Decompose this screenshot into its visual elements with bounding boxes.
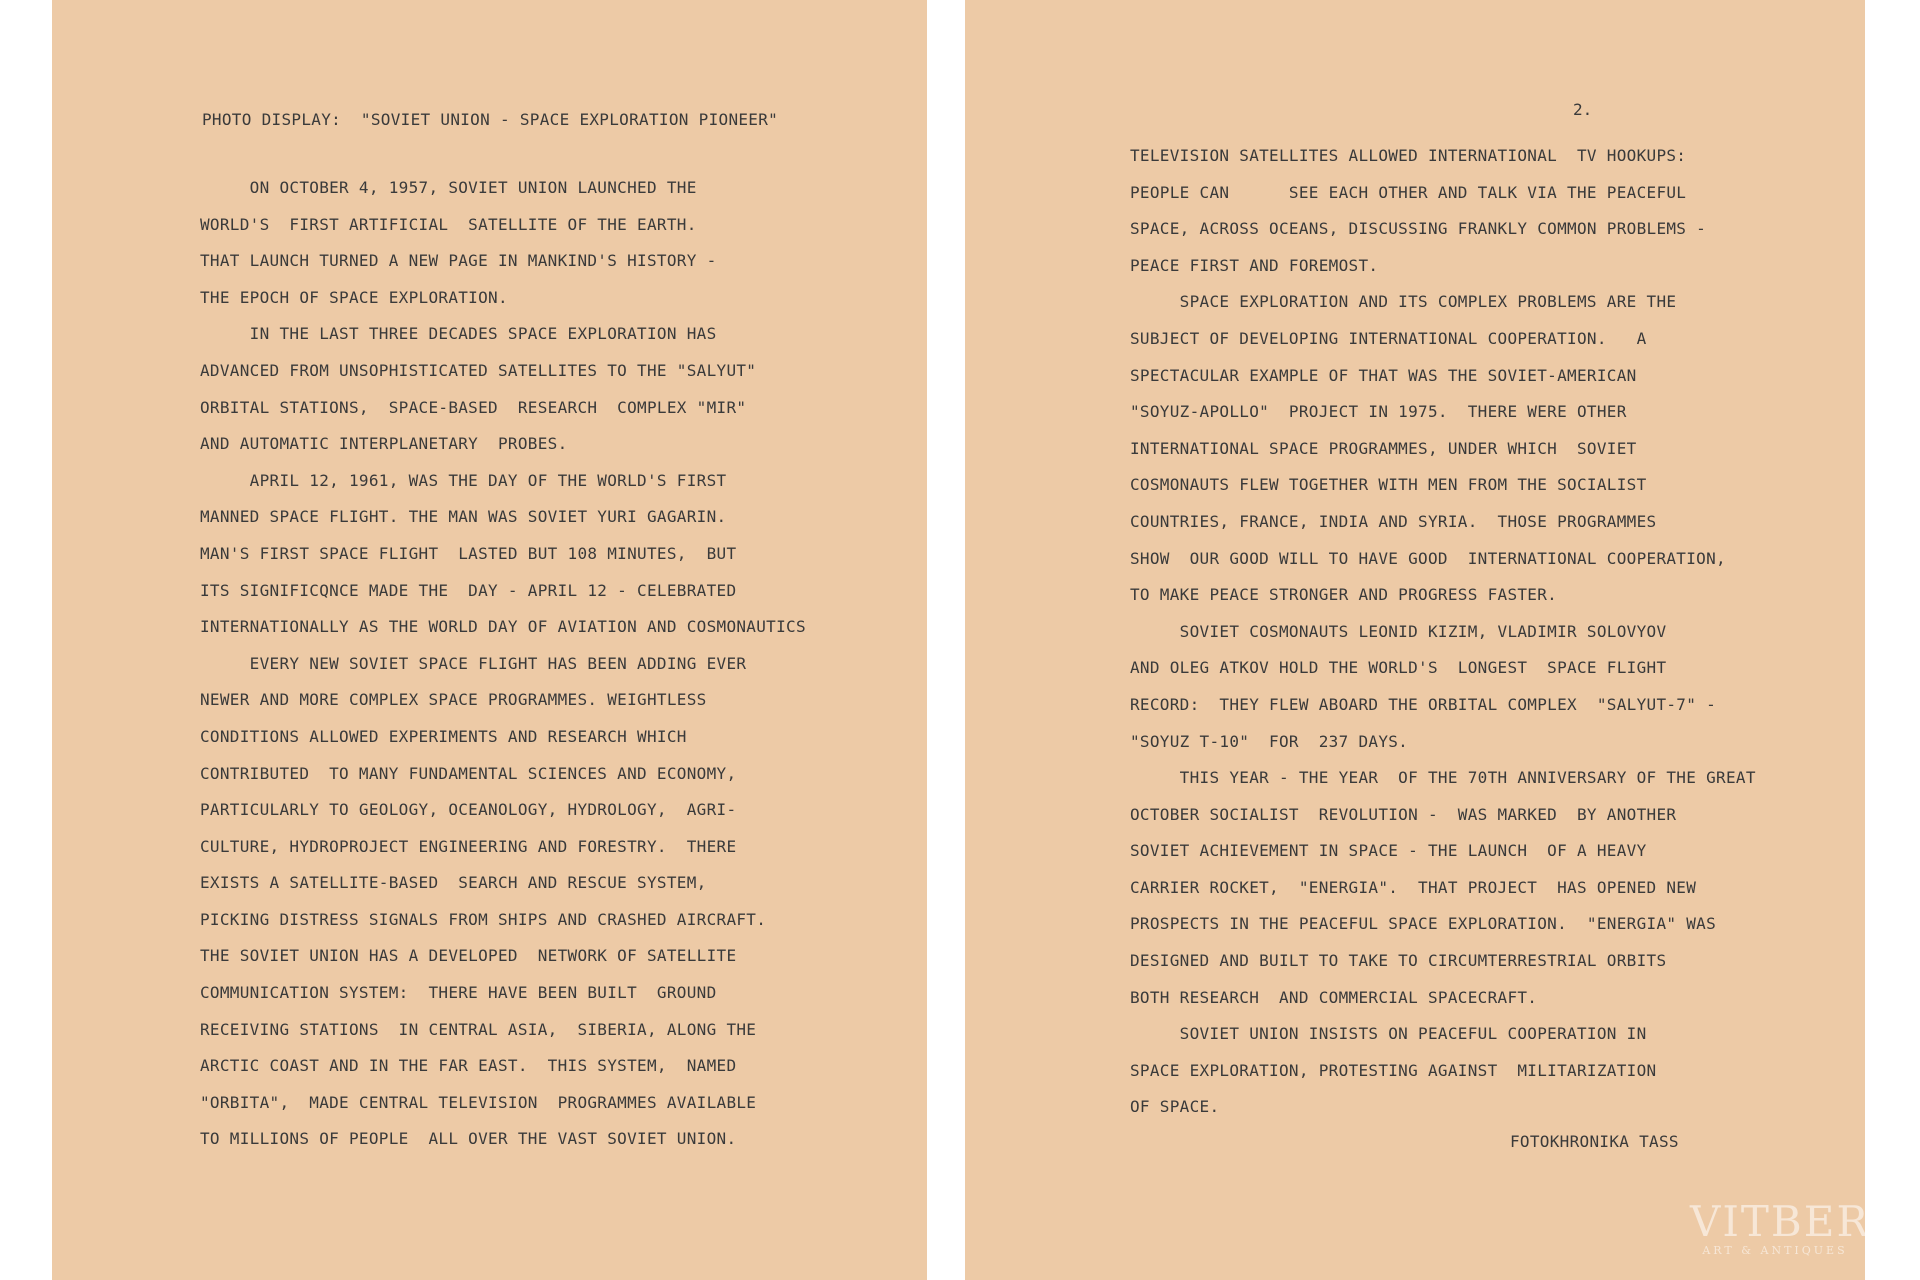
text-line: PEACE FIRST AND FOREMOST. — [1130, 255, 1379, 275]
text-line: COUNTRIES, FRANCE, INDIA AND SYRIA. THOSE PROGRAMMES — [1130, 511, 1657, 531]
left-page-body — [200, 170, 806, 1158]
text-line: MANNED SPACE FLIGHT. THE MAN WAS SOVIET YURI GAGARIN. — [200, 507, 727, 527]
text-line: SOVIET COSMONAUTS LEONID KIZIM, VLADIMIR SOLOVYOV — [1130, 621, 1667, 641]
text-line: "SOYUZ T-10" FOR 237 DAYS. — [1130, 731, 1409, 751]
text-line: "ORBITA", MADE CENTRAL TELEVISION PROGRAMMES AVAILABLE — [200, 1092, 757, 1112]
text-line: CARRIER ROCKET, "ENERGIA". THAT PROJECT HAS OPENED NEW — [1130, 877, 1697, 897]
text-line: SHOW OUR GOOD WILL TO HAVE GOOD INTERNATIONAL COOPERATION, — [1130, 548, 1726, 568]
text-line: ITS SIGNIFICQNCE MADE THE DAY - APRIL 12 - CELEBRATED — [200, 580, 737, 600]
text-line: RECEIVING STATIONS IN CENTRAL ASIA, SIBERIA, ALONG THE — [200, 1019, 757, 1039]
watermark-main-text: VITBER — [1690, 1197, 1871, 1246]
text-line: BOTH RESEARCH AND COMMERCIAL SPACECRAFT. — [1130, 987, 1538, 1007]
text-line: THAT LAUNCH TURNED A NEW PAGE IN MANKIND'S HISTORY - — [200, 251, 717, 271]
text-line: SOVIET ACHIEVEMENT IN SPACE - THE LAUNCH OF A HEAVY — [1130, 841, 1647, 861]
text-line: TELEVISION SATELLITES ALLOWED INTERNATIONAL TV HOOKUPS: — [1130, 146, 1687, 165]
text-line: CONDITIONS ALLOWED EXPERIMENTS AND RESEARCH WHICH — [200, 726, 687, 746]
text-line: SPACE EXPLORATION AND ITS COMPLEX PROBLEMS ARE THE — [1130, 292, 1677, 312]
text-line: WORLD'S FIRST ARTIFICIAL SATELLITE OF THE EARTH. — [200, 214, 697, 234]
text-line: ARCTIC COAST AND IN THE FAR EAST. THIS SYSTEM, NAMED — [200, 1056, 737, 1076]
text-line: OCTOBER SOCIALIST REVOLUTION - WAS MARKED BY ANOTHER — [1130, 804, 1677, 824]
page-number: 2. — [1573, 100, 1593, 119]
text-line: AND AUTOMATIC INTERPLANETARY PROBES. — [200, 434, 568, 454]
text-line: INTERNATIONALLY AS THE WORLD DAY OF AVIATION AND COSMONAUTICS — [200, 617, 806, 637]
text-line: SPACE EXPLORATION, PROTESTING AGAINST MILITARIZATION — [1130, 1060, 1657, 1080]
text-line: PARTICULARLY TO GEOLOGY, OCEANOLOGY, HYDROLOGY, AGRI- — [200, 800, 737, 820]
watermark-logo — [1690, 1197, 1871, 1258]
text-line: ADVANCED FROM UNSOPHISTICATED SATELLITES TO THE "SALYUT" — [200, 360, 757, 380]
text-line: THE SOVIET UNION HAS A DEVELOPED NETWORK OF SATELLITE — [200, 946, 737, 966]
text-line: EXISTS A SATELLITE-BASED SEARCH AND RESCUE SYSTEM, — [200, 873, 707, 893]
text-line: THIS YEAR - THE YEAR OF THE 70TH ANNIVERSARY OF THE GREAT — [1130, 768, 1756, 788]
text-line: CONTRIBUTED TO MANY FUNDAMENTAL SCIENCES AND ECONOMY, — [200, 763, 737, 783]
text-line: COMMUNICATION SYSTEM: THERE HAVE BEEN BUILT GROUND — [200, 983, 717, 1003]
document-page-left — [52, 0, 927, 1280]
text-line: "SOYUZ-APOLLO" PROJECT IN 1975. THERE WERE OTHER — [1130, 402, 1627, 422]
document-title: PHOTO DISPLAY: "SOVIET UNION - SPACE EXPLORATION PIONEER" — [202, 110, 779, 129]
text-line: TO MAKE PEACE STRONGER AND PROGRESS FASTER. — [1130, 585, 1558, 605]
text-line: PICKING DISTRESS SIGNALS FROM SHIPS AND CRASHED AIRCRAFT. — [200, 909, 767, 929]
text-line: SUBJECT OF DEVELOPING INTERNATIONAL COOPERATION. A — [1130, 328, 1647, 348]
text-line: PROSPECTS IN THE PEACEFUL SPACE EXPLORATION. "ENERGIA" WAS — [1130, 914, 1717, 934]
text-line: PEOPLE CAN SEE EACH OTHER AND TALK VIA THE PEACEFUL — [1130, 182, 1687, 202]
text-line: SOVIET UNION INSISTS ON PEACEFUL COOPERATION IN — [1130, 1024, 1647, 1044]
text-line: THE EPOCH OF SPACE EXPLORATION. — [200, 287, 508, 307]
text-line: IN THE LAST THREE DECADES SPACE EXPLORATION HAS — [200, 324, 717, 344]
text-line: SPACE, ACROSS OCEANS, DISCUSSING FRANKLY COMMON PROBLEMS - — [1130, 219, 1707, 239]
text-line: AND OLEG ATKOV HOLD THE WORLD'S LONGEST SPACE FLIGHT — [1130, 658, 1667, 678]
text-line: MAN'S FIRST SPACE FLIGHT LASTED BUT 108 MINUTES, BUT — [200, 543, 737, 563]
text-line: DESIGNED AND BUILT TO TAKE TO CIRCUMTERRESTRIAL ORBITS — [1130, 951, 1667, 971]
text-line: ON OCTOBER 4, 1957, SOVIET UNION LAUNCHED THE — [200, 178, 697, 197]
text-line: ORBITAL STATIONS, SPACE-BASED RESEARCH COMPLEX "MIR" — [200, 397, 747, 417]
text-line: TO MILLIONS OF PEOPLE ALL OVER THE VAST SOVIET UNION. — [200, 1129, 737, 1149]
text-line: APRIL 12, 1961, WAS THE DAY OF THE WORLD'S FIRST — [200, 470, 727, 490]
text-line: COSMONAUTS FLEW TOGETHER WITH MEN FROM THE SOCIALIST — [1130, 475, 1647, 495]
watermark-sub-text: ART & ANTIQUES — [1702, 1244, 1848, 1257]
text-line: INTERNATIONAL SPACE PROGRAMMES, UNDER WHICH SOVIET — [1130, 438, 1637, 458]
text-line: RECORD: THEY FLEW ABOARD THE ORBITAL COMPLEX "SALYUT-7" - — [1130, 694, 1717, 714]
text-line: CULTURE, HYDROPROJECT ENGINEERING AND FORESTRY. THERE — [200, 836, 737, 856]
text-line: EVERY NEW SOVIET SPACE FLIGHT HAS BEEN ADDING EVER — [200, 653, 747, 673]
signature: FOTOKHRONIKA TASS — [1510, 1132, 1679, 1151]
text-line: NEWER AND MORE COMPLEX SPACE PROGRAMMES. WEIGHTLESS — [200, 690, 707, 710]
right-page-body — [1130, 138, 1756, 1126]
document-page-right — [965, 0, 1871, 1280]
text-line: SPECTACULAR EXAMPLE OF THAT WAS THE SOVIET-AMERICAN — [1130, 365, 1637, 385]
text-line: OF SPACE. — [1130, 1097, 1220, 1117]
